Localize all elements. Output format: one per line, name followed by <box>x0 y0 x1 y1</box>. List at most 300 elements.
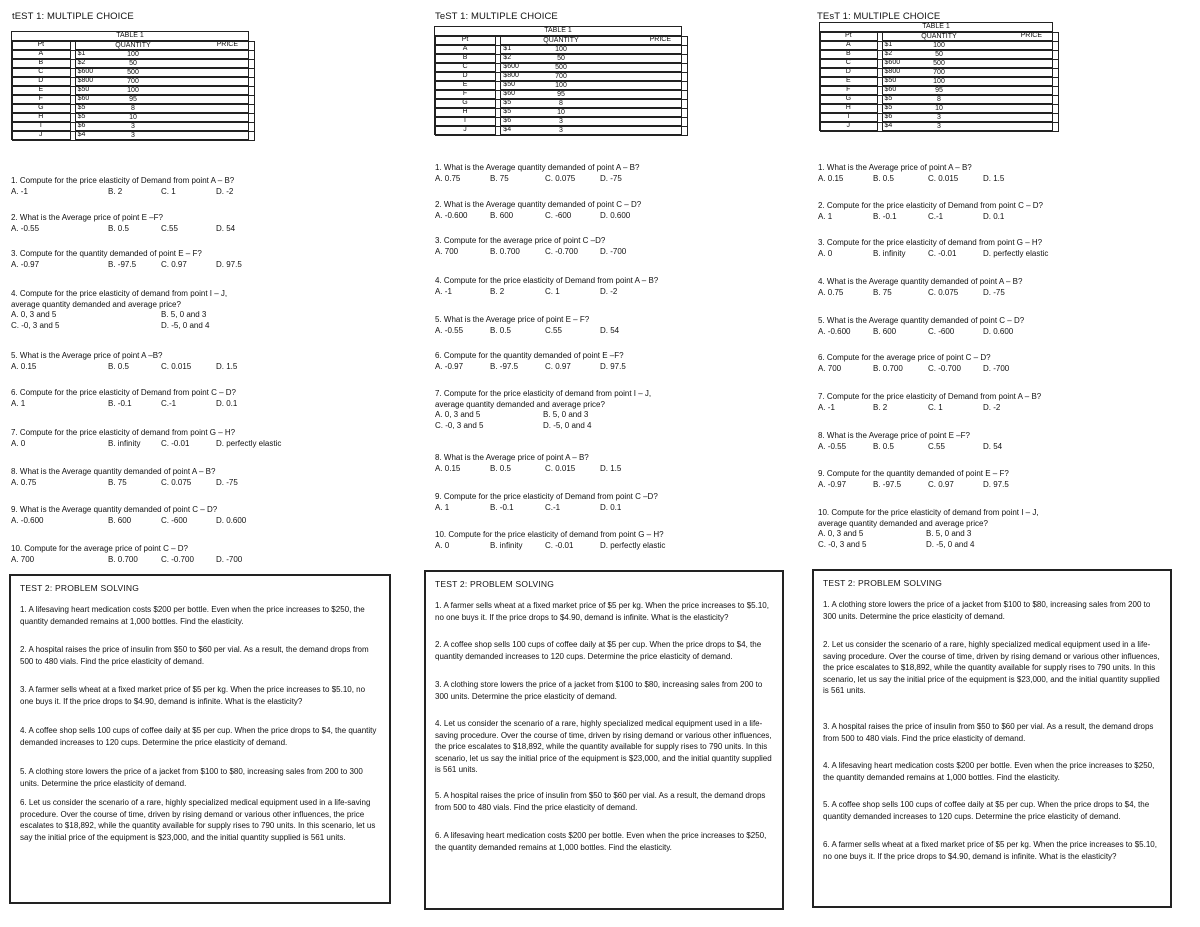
table-header: PRICE <box>882 32 1052 41</box>
table-row <box>820 68 1053 77</box>
question <box>818 277 1198 299</box>
question-text: 2. What is the Average quantity demanded of point C – D? <box>435 200 642 209</box>
table-cell: G <box>820 95 878 104</box>
question <box>435 200 815 222</box>
table-cell: J <box>12 131 71 140</box>
question <box>435 453 815 475</box>
table-cell: H <box>435 108 496 117</box>
table-row <box>820 113 1053 122</box>
answer-choice: B. 600 <box>873 326 897 336</box>
answer-choice: C.-1 <box>545 502 561 512</box>
table-cell: $1 <box>75 50 248 59</box>
table-row <box>820 104 1053 113</box>
answer-choice: D. 0.600 <box>216 515 247 525</box>
table-cell: $2 <box>75 59 248 68</box>
table-header: PRICE <box>501 36 682 45</box>
table-row <box>820 95 1053 104</box>
table-row <box>12 77 249 86</box>
answer-choice: B. 0.700 <box>873 363 903 373</box>
table-cell: 3 <box>435 117 688 127</box>
table-row <box>820 59 1053 68</box>
answer-choice: C. -0.700 <box>545 246 578 256</box>
table-cell: $2 <box>882 50 1052 59</box>
answer-choice: C. -0, 3 and 5 <box>435 421 484 430</box>
answer-choice: A. -1 <box>818 402 835 412</box>
answer-choice: D. -5, 0 and 4 <box>543 421 592 430</box>
problem-item: 5. A hospital raises the price of insulin from $50 to $60 per vial. As a result, the demand drops from 500 to 480 vials. Find the price elasticity of demand. <box>435 791 766 812</box>
table-cell: F <box>435 90 496 99</box>
answer-choice: A. -0.600 <box>435 210 468 220</box>
table-cell: $6 <box>501 117 682 126</box>
table-cell: C <box>820 59 878 68</box>
question <box>11 351 391 373</box>
table-cell: $4 <box>882 122 1052 131</box>
answer-choice: B. 0.5 <box>490 463 511 473</box>
problem-item: 5. A coffee shop sells 100 cups of coffee daily at $5 per cup. When the price drops to $4, the quantity demanded increases to 120 cups. Determine the price elasticity of demand. <box>823 800 1150 821</box>
table-cell: A <box>435 45 496 54</box>
table-row <box>820 41 1053 50</box>
table-cell: 100 <box>435 45 688 55</box>
table-cell: $800 <box>75 77 248 86</box>
table-cell: 700 <box>12 77 255 87</box>
table-cell: 500 <box>435 63 688 73</box>
problem-item: 1. A farmer sells wheat at a fixed market price of $5 per kg. When the price increases to $5.10, no one buys it. If the price drops to $4.90, demand is infinite. What is the elasticity? <box>435 601 769 622</box>
answer-choice: A. -0.55 <box>818 441 847 451</box>
answer-choice: D. -5, 0 and 4 <box>161 321 210 330</box>
problem-solving-box <box>812 569 1172 908</box>
table-row <box>820 122 1053 131</box>
table-row <box>435 54 682 63</box>
question <box>818 163 1198 185</box>
question-text: 5. What is the Average price of point E – F? <box>435 315 590 324</box>
table-row <box>435 45 682 54</box>
answer-choice: A. 0 <box>818 248 833 258</box>
table-cell: 500 <box>820 59 1059 69</box>
table-row <box>435 117 682 126</box>
answer-choice: B. 75 <box>108 477 127 487</box>
question <box>818 508 1198 551</box>
table-cell: 8 <box>12 104 255 114</box>
answer-choice: C. 0.015 <box>928 173 959 183</box>
table-row <box>435 108 682 117</box>
table-cell: 3 <box>12 122 255 132</box>
table-row <box>12 50 249 59</box>
answer-choice: B. infinity <box>873 248 906 258</box>
answer-choice: D. -700 <box>600 246 627 256</box>
table-cell: $50 <box>75 86 248 95</box>
answer-choice: D. -2 <box>600 286 618 296</box>
table-cell: B <box>820 50 878 59</box>
question-text: 3. Compute for the average price of point C –D? <box>435 236 606 245</box>
table-cell: C <box>12 68 71 77</box>
table-cell: E <box>820 77 878 86</box>
table-cell: 700 <box>435 72 688 82</box>
question-text: 1. What is the Average price of point A – B? <box>818 163 972 172</box>
table-cell: 100 <box>435 81 688 91</box>
table-cell: 50 <box>820 50 1059 60</box>
table-cell: F <box>12 95 71 104</box>
table-cell: 100 <box>12 50 255 60</box>
answer-choice: C. 0.075 <box>928 287 959 297</box>
table-1 <box>11 31 249 140</box>
answer-choice: B. -97.5 <box>490 361 519 371</box>
answer-choice: D. perfectly elastic <box>983 248 1049 258</box>
table-cell: A <box>820 41 878 50</box>
table-caption: TABLE 1 <box>435 27 682 36</box>
answer-choice: A. -0.600 <box>818 326 851 336</box>
table-cell: G <box>435 99 496 108</box>
question-text: 10. Compute for the average price of point C – D? <box>11 544 188 553</box>
table-row <box>435 99 682 108</box>
table-cell: 50 <box>435 54 688 64</box>
answer-choice: C. 0.97 <box>545 361 571 371</box>
table-cell: D <box>435 72 496 81</box>
question <box>11 388 391 410</box>
table-cell: C <box>435 63 496 72</box>
question <box>11 249 391 271</box>
answer-choice: D. 1.5 <box>216 361 238 371</box>
question-text: 5. What is the Average quantity demanded of point C – D? <box>818 316 1025 325</box>
table-row <box>435 126 682 135</box>
table-header: Pt <box>12 41 71 50</box>
answer-choice: A. -1 <box>11 186 28 196</box>
question <box>818 201 1198 223</box>
answer-choice: C. 0.97 <box>161 259 187 269</box>
question <box>818 431 1198 453</box>
problem-item: 4. A coffee shop sells 100 cups of coffee daily at $5 per cup. When the price drops to $4, the quantity demanded increases to 120 cups. Determine the price elasticity of demand. <box>20 726 377 747</box>
answer-choice: B. 0.5 <box>873 173 894 183</box>
answer-choice: D. -2 <box>983 402 1001 412</box>
answer-choice: D. -75 <box>600 173 622 183</box>
table-cell: $50 <box>882 77 1052 86</box>
table-header: QUANTITY <box>820 32 1059 42</box>
question-text: 7. Compute for the price elasticity of demand from point G – H? <box>11 428 236 437</box>
table-row <box>820 50 1053 59</box>
table-row <box>12 131 249 140</box>
question-text: 4. Compute for the price elasticity of demand from point I – J, <box>11 289 228 298</box>
problem-item: 3. A farmer sells wheat at a fixed market price of $5 per kg. When the price increases to $5.10, no one buys it. If the price drops to $4.90, demand is infinite. What is the elasticity? <box>20 685 366 706</box>
question-text: 8. What is the Average price of point A – B? <box>435 453 589 462</box>
question <box>435 236 815 258</box>
problem-item: 2. A coffee shop sells 100 cups of coffee daily at $5 per cup. When the price drops to $4, the quantity demanded increases to 120 cups. Determine the price elasticity of demand. <box>435 640 762 661</box>
problem-item: 6. A lifesaving heart medication costs $200 per bottle. Even when the price increases to $250, the quantity demanded remains at 1,000 bottles. Find the elasticity. <box>435 831 767 852</box>
answer-choice: D. 0.1 <box>600 502 622 512</box>
table-cell: H <box>12 113 71 122</box>
table-cell: 500 <box>12 68 255 78</box>
question-text: 8. What is the Average price of point E –F? <box>818 431 970 440</box>
table-cell: $5 <box>882 95 1052 104</box>
answer-choice: B. -0.1 <box>873 211 897 221</box>
problem-item: 5. A clothing store lowers the price of a jacket from $100 to $80, increasing sales from 200 to 300 units. Determine the price elasticity of demand. <box>20 767 363 788</box>
answer-choice: A. 0.15 <box>11 361 37 371</box>
problem-item: 1. A clothing store lowers the price of a jacket from $100 to $80, increasing sales from 200 to 300 units. Determine the price elasticity of demand. <box>823 600 1151 621</box>
table-cell: $60 <box>75 95 248 104</box>
answer-choice: C. 1 <box>928 402 943 412</box>
answer-choice: D. -5, 0 and 4 <box>926 540 975 549</box>
table-caption: TABLE 1 <box>12 32 249 41</box>
answer-choice: B. infinity <box>108 438 141 448</box>
answer-choice: A. -1 <box>435 286 452 296</box>
table-cell: $60 <box>882 86 1052 95</box>
table-row <box>12 68 249 77</box>
table-cell: $50 <box>501 81 682 90</box>
table-row <box>435 90 682 99</box>
question <box>11 544 391 566</box>
question-text-cont: average quantity demanded and average price? <box>818 518 988 528</box>
test2-title: TEST 2: PROBLEM SOLVING <box>823 578 943 588</box>
table-cell: F <box>820 86 878 95</box>
answer-choice: D. perfectly elastic <box>216 438 282 448</box>
table-cell: 700 <box>820 68 1059 78</box>
answer-choice: B. -97.5 <box>108 259 137 269</box>
answer-choice: C.-1 <box>928 211 944 221</box>
answer-choice: A. 0.15 <box>818 173 844 183</box>
table-cell: 95 <box>435 90 688 100</box>
table-1 <box>819 22 1053 131</box>
problem-item: 1. A lifesaving heart medication costs $200 per bottle. Even when the price increases to $250, the quantity demanded remains at 1,000 bottles. Find the elasticity. <box>20 605 365 626</box>
table-cell: 10 <box>435 108 688 118</box>
table-cell: J <box>435 126 496 135</box>
answer-choice: D. 0.1 <box>983 211 1005 221</box>
table-cell: 50 <box>12 59 255 69</box>
question-text: 8. What is the Average quantity demanded of point A – B? <box>11 467 216 476</box>
answer-choice: D. 0.1 <box>216 398 238 408</box>
table-cell: I <box>435 117 496 126</box>
answer-choice: C. -0, 3 and 5 <box>11 321 60 330</box>
answer-choice: B. 0.700 <box>490 246 520 256</box>
table-cell: $600 <box>75 68 248 77</box>
answer-choice: D. -2 <box>216 186 234 196</box>
question-text-cont: average quantity demanded and average price? <box>11 299 181 309</box>
table-cell: $4 <box>75 131 248 140</box>
question-text: 4. What is the Average quantity demanded of point A – B? <box>818 277 1023 286</box>
table-cell: B <box>12 59 71 68</box>
problem-item: 4. A lifesaving heart medication costs $200 per bottle. Even when the price increases to $250, the quantity demanded remains at 1,000 bottles. Find the elasticity. <box>823 761 1155 782</box>
answer-choice: D. perfectly elastic <box>600 540 666 550</box>
question-text: 9. Compute for the quantity demanded of point E – F? <box>818 469 1009 478</box>
answer-choice: A. 0, 3 and 5 <box>818 529 864 538</box>
question <box>11 428 391 450</box>
table-row <box>435 81 682 90</box>
table-cell: 8 <box>820 95 1059 105</box>
answer-choice: D. 1.5 <box>600 463 622 473</box>
answer-choice: C. -0.700 <box>161 554 194 564</box>
table-caption: TABLE 1 <box>820 23 1053 32</box>
table-cell: $60 <box>501 90 682 99</box>
question-text: 2. Compute for the price elasticity of Demand from point C – D? <box>818 201 1043 210</box>
question-text: 1. What is the Average quantity demanded of point A – B? <box>435 163 640 172</box>
answer-choice: B. 5, 0 and 3 <box>161 310 207 319</box>
answer-choice: C. 0.075 <box>545 173 576 183</box>
answer-choice: A. 0.75 <box>818 287 844 297</box>
question-text: 6. Compute for the quantity demanded of point E –F? <box>435 351 624 360</box>
answer-choice: B. 2 <box>108 186 123 196</box>
table-cell: $600 <box>501 63 682 72</box>
table-row <box>12 113 249 122</box>
table-cell: 8 <box>435 99 688 109</box>
table-cell: $2 <box>501 54 682 63</box>
answer-choice: D. -700 <box>983 363 1010 373</box>
table-cell: $800 <box>501 72 682 81</box>
question <box>435 276 815 298</box>
answer-choice: B. 600 <box>108 515 132 525</box>
answer-choice: A. 700 <box>435 246 459 256</box>
table-header: PRICE <box>75 41 248 50</box>
answer-choice: D. 54 <box>600 325 620 335</box>
answer-choice: C. 1 <box>161 186 176 196</box>
answer-choice: C.55 <box>161 223 178 233</box>
question <box>435 163 815 185</box>
answer-choice: A. -0.97 <box>11 259 40 269</box>
question <box>818 316 1198 338</box>
table-row <box>12 122 249 131</box>
answer-choice: C. 0.075 <box>161 477 192 487</box>
table-cell: 10 <box>820 104 1059 114</box>
question-text-cont: average quantity demanded and average price? <box>435 399 605 409</box>
answer-choice: B. 0.5 <box>873 441 894 451</box>
table-cell: G <box>12 104 71 113</box>
question-text: 3. Compute for the price elasticity of demand from point G – H? <box>818 238 1043 247</box>
answer-choice: B. -0.1 <box>108 398 132 408</box>
question <box>818 238 1198 260</box>
question <box>435 315 815 337</box>
table-cell: $6 <box>75 122 248 131</box>
table-cell: D <box>820 68 878 77</box>
table-cell: $600 <box>882 59 1052 68</box>
table-row <box>435 63 682 72</box>
problem-item: 4. Let us consider the scenario of a rare, highly specialized medical equipment used in a life-saving procedure. Over the course of time, driven by rising demand or various other influences, the price escalates to $18,892, while the quantity available for supply rises to 790 units. In this scenario, let us say the initial price of the equipment is $23,000, and the initial quantity supplied is 561 units. <box>435 719 772 774</box>
answer-choice: B. -0.1 <box>490 502 514 512</box>
question <box>435 389 815 432</box>
answer-choice: A. -0.55 <box>435 325 464 335</box>
table-cell: D <box>12 77 71 86</box>
answer-choice: A. 0.15 <box>435 463 461 473</box>
table-cell: I <box>820 113 878 122</box>
answer-choice: D. 54 <box>216 223 236 233</box>
question <box>435 351 815 373</box>
answer-choice: B. 2 <box>873 402 888 412</box>
table-cell: 10 <box>12 113 255 123</box>
table-cell: $1 <box>882 41 1052 50</box>
answer-choice: D. 97.5 <box>600 361 626 371</box>
table-cell: $5 <box>501 108 682 117</box>
answer-choice: D. -700 <box>216 554 243 564</box>
answer-choice: D. 0.600 <box>983 326 1014 336</box>
table-cell: 3 <box>435 126 688 136</box>
table-1 <box>434 26 682 135</box>
question <box>818 353 1198 375</box>
problem-item: 3. A clothing store lowers the price of a jacket from $100 to $80, increasing sales from 200 to 300 units. Determine the price elasticity of demand. <box>435 680 763 701</box>
test2-title: TEST 2: PROBLEM SOLVING <box>435 579 555 589</box>
answer-choice: A. 700 <box>11 554 35 564</box>
question <box>11 289 391 332</box>
answer-choice: B. infinity <box>490 540 523 550</box>
answer-choice: B. 2 <box>490 286 505 296</box>
table-header: Pt <box>820 32 878 41</box>
answer-choice: B. -97.5 <box>873 479 902 489</box>
answer-choice: B. 0.700 <box>108 554 138 564</box>
answer-choice: C.55 <box>928 441 945 451</box>
table-row <box>12 59 249 68</box>
table-cell: J <box>820 122 878 131</box>
answer-choice: D. -75 <box>216 477 238 487</box>
table-cell: $4 <box>501 126 682 135</box>
answer-choice: B. 0.5 <box>108 223 129 233</box>
question <box>435 492 815 514</box>
table-header: QUANTITY <box>12 41 255 51</box>
problem-item: 6. Let us consider the scenario of a rare, highly specialized medical equipment used in a life-saving procedure. Over the course of time, driven by rising demand or various other influences, the price escalates to $18,892, while the quantity available for supply rises to 790 units. In this scenario, let us say the initial price of the equipment is $23,000, and the initial quantity supplied is 561 units. <box>20 798 376 842</box>
table-cell: $5 <box>75 104 248 113</box>
answer-choice: C. 0.97 <box>928 479 954 489</box>
test1-title: TeST 1: MULTIPLE CHOICE <box>435 11 558 22</box>
table-cell: $5 <box>75 113 248 122</box>
answer-choice: A. -0.97 <box>818 479 847 489</box>
table-row <box>12 95 249 104</box>
answer-choice: A. 0, 3 and 5 <box>435 410 481 419</box>
table-cell: H <box>820 104 878 113</box>
answer-choice: B. 0.5 <box>108 361 129 371</box>
answer-choice: D. -75 <box>983 287 1005 297</box>
question-text: 6. Compute for the price elasticity of Demand from point C – D? <box>11 388 236 397</box>
problem-item: 3. A hospital raises the price of insulin from $50 to $60 per vial. As a result, the demand drops from 500 to 480 vials. Find the price elasticity of demand. <box>823 722 1154 743</box>
table-cell: B <box>435 54 496 63</box>
answer-choice: B. 75 <box>873 287 892 297</box>
table-cell: $5 <box>501 99 682 108</box>
table-cell: E <box>435 81 496 90</box>
question-text: 7. Compute for the price elasticity of Demand from point A – B? <box>818 392 1042 401</box>
answer-choice: D. 97.5 <box>983 479 1009 489</box>
answer-choice: B. 75 <box>490 173 509 183</box>
answer-choice: C.55 <box>545 325 562 335</box>
answer-choice: A. -0.55 <box>11 223 40 233</box>
answer-choice: C. -600 <box>161 515 188 525</box>
table-cell: 95 <box>12 95 255 105</box>
answer-choice: C. -0.01 <box>928 248 957 258</box>
question-text: 5. What is the Average price of point A –B? <box>11 351 163 360</box>
question <box>11 505 391 527</box>
table-cell: $800 <box>882 68 1052 77</box>
table-cell: 3 <box>820 122 1059 132</box>
answer-choice: B. 600 <box>490 210 514 220</box>
answer-choice: A. 0 <box>435 540 450 550</box>
table-cell: A <box>12 50 71 59</box>
table-cell: 95 <box>820 86 1059 96</box>
problem-solving-box <box>424 570 784 910</box>
problem-item: 2. A hospital raises the price of insulin from $50 to $60 per vial. As a result, the demand drops from 500 to 480 vials. Find the price elasticity of demand. <box>20 645 369 666</box>
table-cell: I <box>12 122 71 131</box>
question-text: 2. What is the Average price of point E –F? <box>11 213 163 222</box>
answer-choice: C. -0.01 <box>161 438 190 448</box>
question-text: 4. Compute for the price elasticity of Demand from point A – B? <box>435 276 659 285</box>
answer-choice: C.-1 <box>161 398 177 408</box>
table-cell: $6 <box>882 113 1052 122</box>
answer-choice: A. 1 <box>818 211 833 221</box>
answer-choice: C. 0.015 <box>545 463 576 473</box>
question-text: 9. What is the Average quantity demanded of point C – D? <box>11 505 218 514</box>
answer-choice: C. -0.01 <box>545 540 574 550</box>
table-cell: 100 <box>12 86 255 96</box>
answer-choice: B. 5, 0 and 3 <box>926 529 972 538</box>
answer-choice: D. 1.5 <box>983 173 1005 183</box>
table-cell: $5 <box>882 104 1052 113</box>
answer-choice: C. -600 <box>545 210 572 220</box>
test1-title: TEsT 1: MULTIPLE CHOICE <box>817 11 941 22</box>
question-text: 6. Compute for the average price of point C – D? <box>818 353 991 362</box>
question <box>435 530 815 552</box>
answer-choice: A. 0.75 <box>435 173 461 183</box>
problem-item: 2. Let us consider the scenario of a rare, highly specialized medical equipment used in a life-saving procedure. Over the course of time, driven by rising demand or various other influences, the price escalates to $18,892, while the quantity available for supply rises to 790 units. In this scenario, let us say the initial price of the equipment is $23,000, and the initial quantity supplied is 561 units. <box>823 640 1160 695</box>
question-text: 10. Compute for the price elasticity of demand from point I – J, <box>818 508 1039 517</box>
